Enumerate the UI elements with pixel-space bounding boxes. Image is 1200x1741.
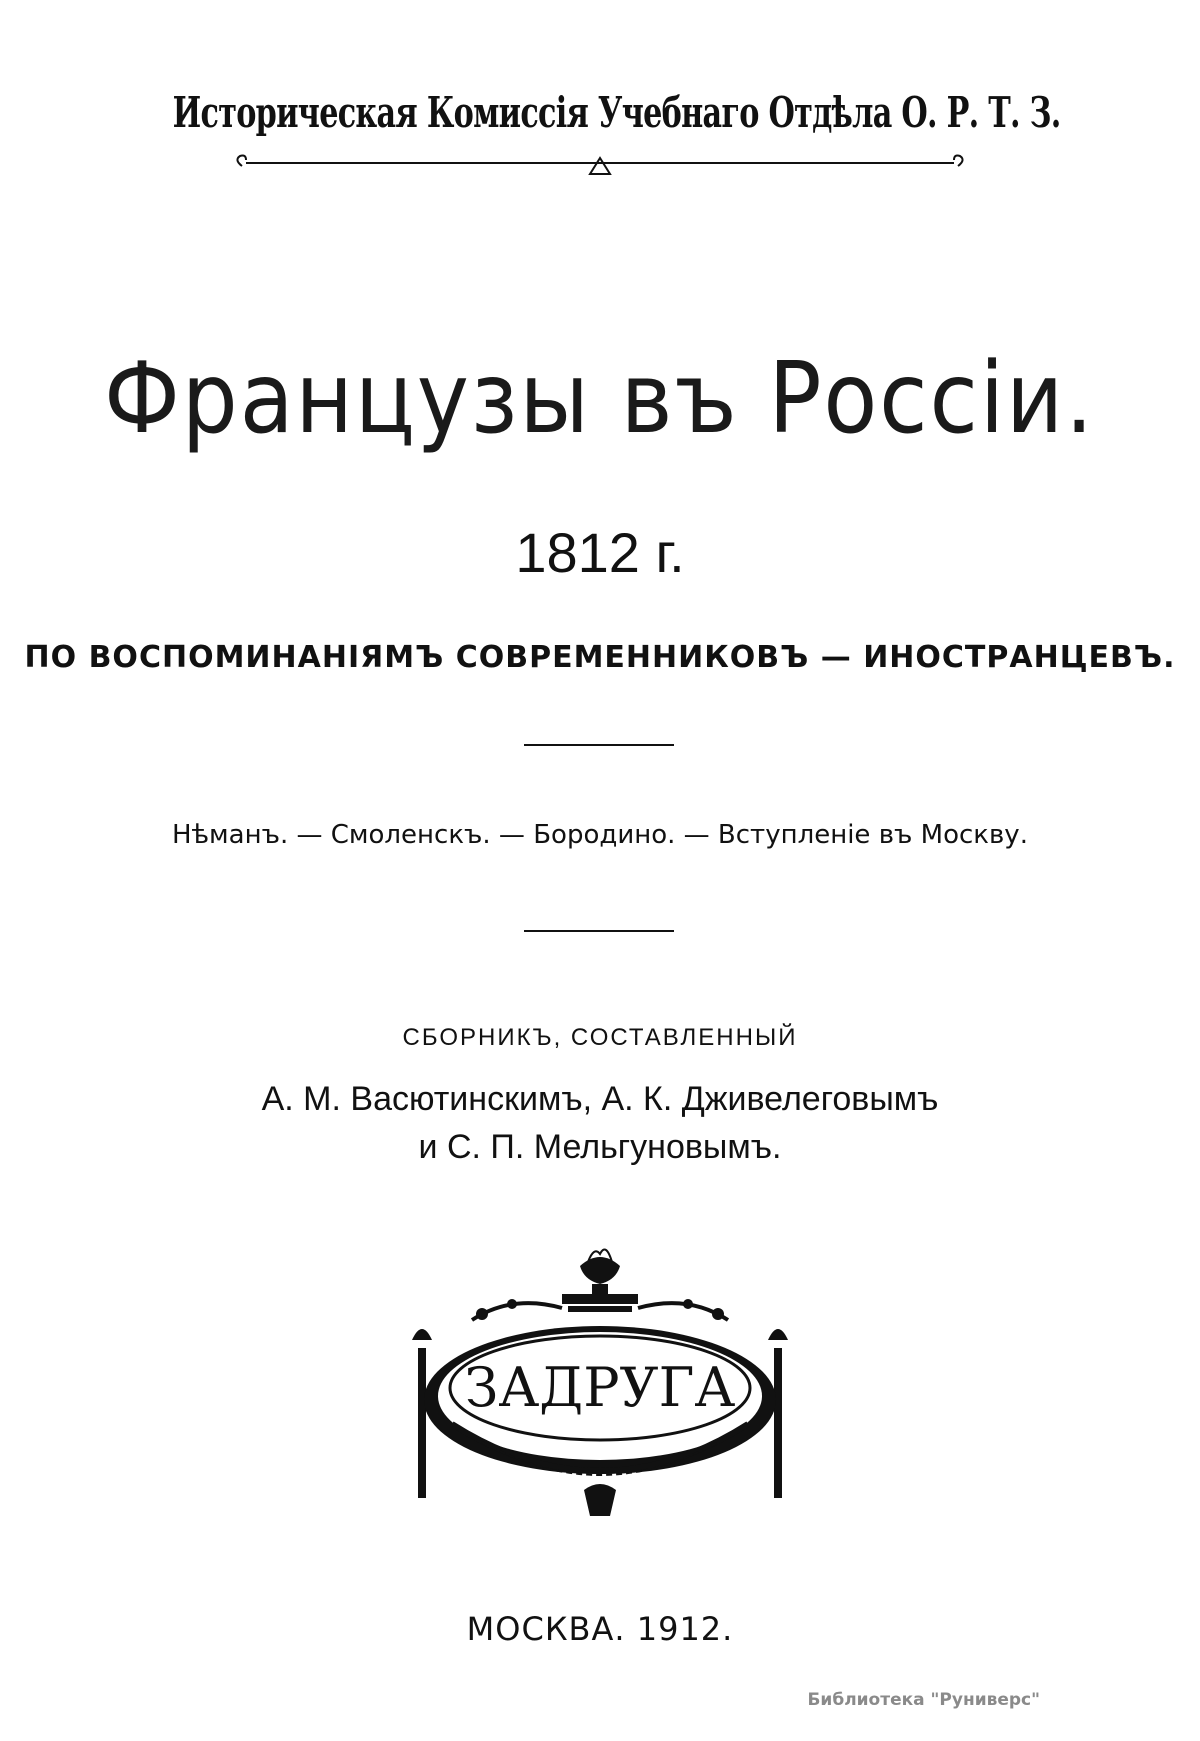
ornate-oval-emblem-icon (412, 1228, 788, 1528)
compiled-by-label: СБОРНИКЪ, СОСТАВЛЕННЫЙ (402, 1024, 798, 1051)
authors-line-1: А. М. Васютинскимъ, А. К. Дживелеговымъ (261, 1080, 939, 1118)
imprint: МОСКВА. 1912. (466, 1610, 734, 1648)
authors-block (0, 1075, 1200, 1171)
book-title (0, 342, 1200, 456)
header-ornament-rule (230, 150, 970, 180)
book-year: 1812 г. (515, 521, 685, 584)
campaign-places: Нѣманъ. — Смоленскъ. — Бородино. — Вступленіе въ Москву. (172, 820, 1028, 850)
book-title-text: Французы въ Россіи. (104, 342, 1096, 456)
book-subtitle: ПО ВОСПОМИНАНІЯМЪ СОВРЕМЕННИКОВЪ — ИНОСТРАНЦЕВЪ. (24, 640, 1176, 675)
library-watermark: Библиотека "Руниверс" (807, 1690, 1040, 1710)
commission-text: Историческая Комиссія Учебнаго Отдѣла О. Р. Т. З. (172, 88, 1061, 137)
divider-rule (524, 744, 674, 746)
authors-line-2: и С. П. Мельгуновымъ. (418, 1128, 782, 1166)
publisher-name: ЗАДРУГА (464, 1356, 736, 1419)
commission-header (0, 88, 1200, 137)
divider-rule (524, 930, 674, 932)
